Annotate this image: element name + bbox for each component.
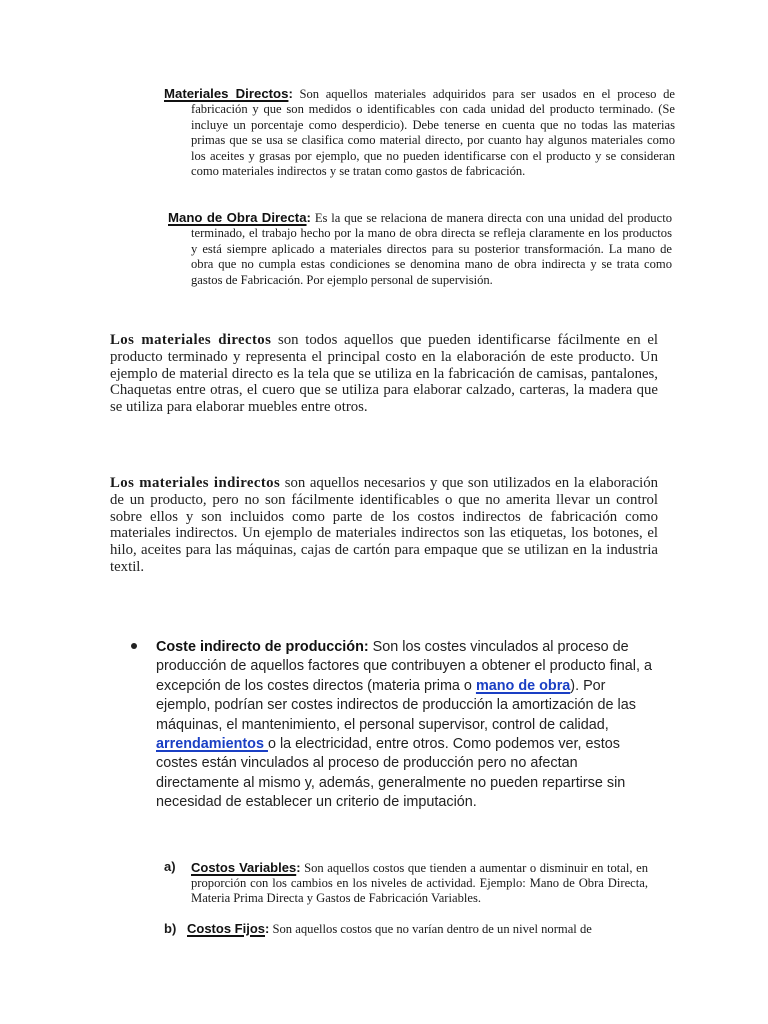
costos-variables-term: Costos Variables [191, 860, 297, 875]
costos-fijos-term: Costos Fijos [187, 921, 266, 936]
costos-fijos-text: Son aquellos costos que no varían dentro de un nivel normal de [269, 922, 592, 936]
materiales-directos-colon: : [288, 86, 293, 101]
arrendamientos-link[interactable]: arrendamientos [156, 736, 268, 753]
coste-indirecto-text-2: ). Por ejemplo, podrían ser costes indirectos de producción la amortización de las máquinas, el mantenimiento, el personal supervisor, control de calidad, [156, 677, 636, 733]
materiales-indirectos-para-text: son aquellos necesarios y que son utilizados en la elaboración de un producto, pero no son fácilmente identificables o que no amerita llevar un control sobre ellos y son incluidos como parte de los costos indirectos de fabricación como materiales indirectos. Un ejemplo de materiales indirectos son las etiquetas, los botones, el hilo, aceites para las máquinas, cajas de cartón para empaque que se utilizan en la industria textil. [110, 475, 658, 575]
materiales-indirectos-paragraph [110, 475, 658, 576]
mano-de-obra-colon: : [306, 210, 311, 225]
mano-de-obra-text: Es la que se relaciona de manera directa con una unidad del producto terminado, el trabajo hecho por la mano de obra directa se refleja claramente en los productos y está siempre aplicado a materiales directos para su posterior transformación. La mano de obra que no cumpla estas condiciones se denomina mano de obra indirecta y se trata como gastos de Fabricación. Por ejemplo personal de supervisión. [191, 211, 672, 287]
coste-indirecto-term: Coste indirecto de producción: [156, 639, 369, 655]
coste-indirecto-text-1: Son los costes vinculados al proceso de producción de aquellos factores que contribuyen a obtener el producto final, a excepción de los costes directos (materia prima o [156, 639, 653, 694]
materiales-directos-definition [164, 86, 675, 179]
mano-de-obra-directa-definition [168, 210, 672, 288]
mano-de-obra-link[interactable]: mano de obra [475, 677, 571, 694]
costos-variables-colon: : [296, 860, 301, 875]
coste-indirecto-text-3: o la electricidad, entre otros. Como podemos ver, estos costes están vinculados al proceso de producción pero no afectan directamente al mismo y, además, generalmente no pueden repartirse sin necesidad de establecer un criterio de imputación. [156, 736, 626, 811]
costos-fijos-item [187, 921, 657, 937]
bullet-dot-icon [131, 643, 137, 649]
mano-de-obra-term: Mano de Obra Directa [168, 210, 307, 225]
materiales-directos-paragraph [110, 332, 658, 416]
costos-fijos-marker: b) [164, 921, 177, 936]
materiales-directos-lead: Los materiales directos [110, 332, 272, 348]
materiales-directos-text: Son aquellos materiales adquiridos para ser usados en el proceso de fabricación y que son medidos o identificables con cada unidad del producto terminado. (Se incluye un porcentaje como desperdicio). Debe tenerse en cuenta que no todas las materias primas que se usa se clasifica como material directo, por cuanto hay algunos materiales como los aceites y grasas por ejemplo, que no pueden identificarse con el producto y se consideran como materiales indirectos y se tratan como gastos de fabricación. [191, 87, 675, 179]
costos-variables-text: Son aquellos costos que tienden a aumentar o disminuir en total, en proporción con los cambios en los niveles de actividad. Ejemplo: Mano de Obra Directa, Materia Prima Directa y Gastos de Fabricación Variables. [191, 861, 648, 905]
materiales-directos-para-text: son todos aquellos que pueden identificarse fácilmente en el producto terminado y representa el principal costo en la elaboración de este producto. Un ejemplo de material directo es la tela que se utiliza en la fabricación de camisas, pantalones, Chaquetas entre otras, el cuero que se utiliza para elaborar calzado, carteras, la madera que se utiliza para elaborar muebles entre otros. [110, 332, 658, 416]
costos-variables-item [191, 860, 648, 906]
materiales-indirectos-lead: Los materiales indirectos [110, 475, 281, 491]
materiales-directos-term: Materiales Directos [164, 86, 289, 101]
costos-fijos-colon: : [265, 921, 270, 936]
coste-indirecto-bullet [156, 638, 656, 813]
costos-variables-marker: a) [164, 859, 176, 874]
